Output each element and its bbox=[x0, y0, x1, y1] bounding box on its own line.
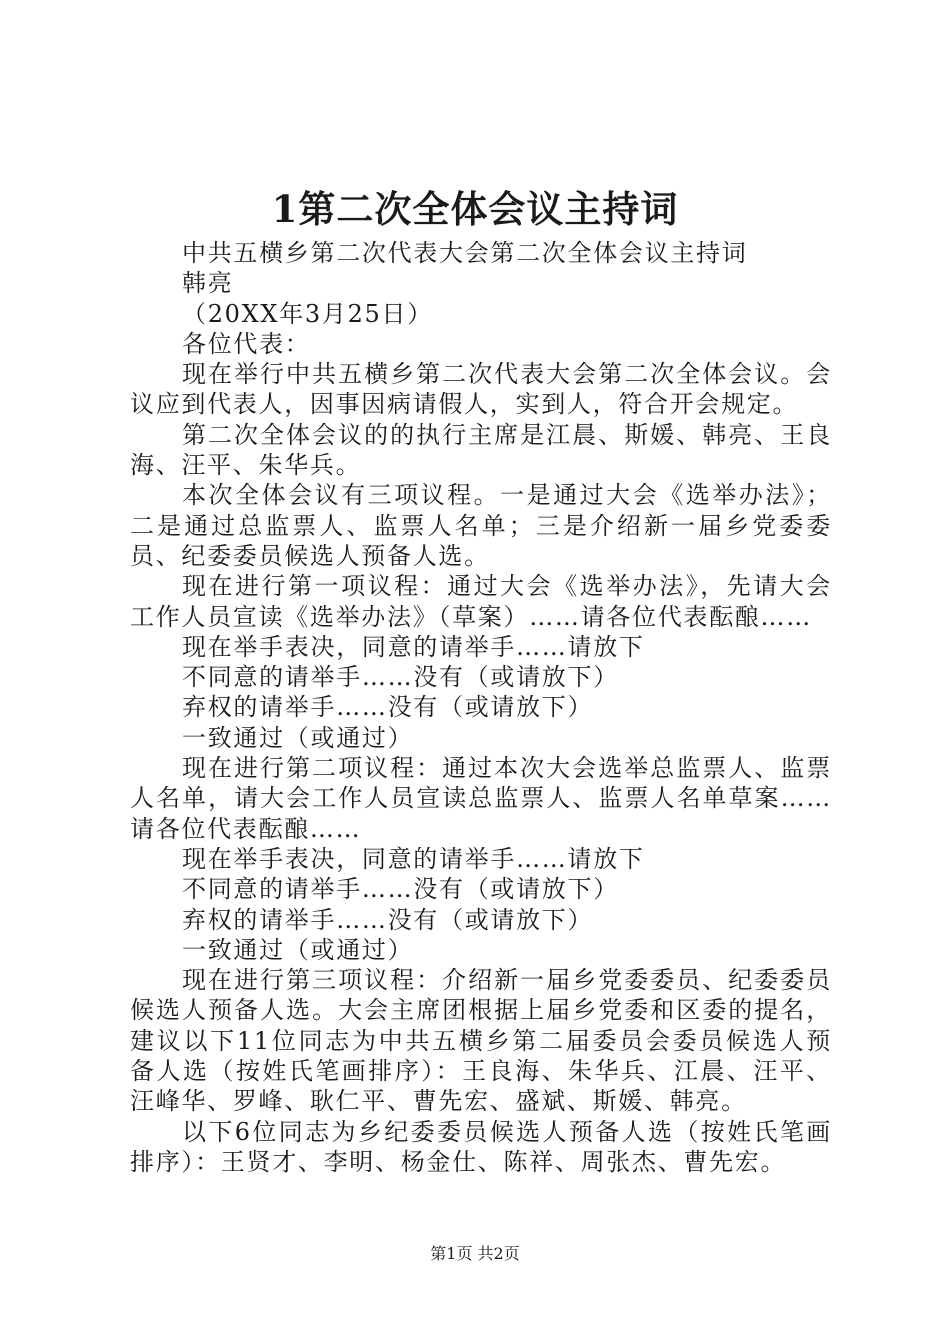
paragraph-vote-oppose: 不同意的请举手……没有（或请放下） bbox=[182, 875, 619, 904]
paragraph-author: 韩亮 bbox=[182, 269, 234, 298]
paragraph-vote-abstain: 弃权的请举手……没有（或请放下） bbox=[182, 905, 594, 934]
paragraph-agenda: 本次全体会议有三项议程。一是通过大会《选举办法》；二是通过总监票人、监票人名单；三是介绍新一届乡党委委员、纪委委员候选人预备人选。 bbox=[130, 481, 832, 570]
paragraph-vote-abstain: 弃权的请举手……没有（或请放下） bbox=[182, 693, 594, 722]
paragraph-vote-approve: 现在举手表决，同意的请举手……请放下 bbox=[182, 844, 645, 873]
paragraph-item-three: 现在进行第三项议程：介绍新一届乡党委委员、纪委委员候选人预备人选。大会主席团根据上届乡党委和区委的提名，建议以下11位同志为中共五横乡第二届委员会委员候选人预备人选（按姓氏笔画排序）：王良海、朱华兵、江晨、汪平、汪峰华、罗峰、耿仁平、曹先宏、盛斌、斯媛、韩亮。 bbox=[130, 966, 832, 1116]
paragraph-item-one: 现在进行第一项议程：通过大会《选举办法》，先请大会工作人员宣读《选举办法》（草案）……请各位代表酝酿…… bbox=[130, 572, 832, 631]
paragraph-vote-result: 一致通过（或通过） bbox=[182, 723, 414, 752]
paragraph-vote-oppose: 不同意的请举手……没有（或请放下） bbox=[182, 663, 619, 692]
paragraph-chairs: 第二次全体会议的的执行主席是江晨、斯媛、韩亮、王良海、汪平、朱华兵。 bbox=[130, 420, 832, 480]
paragraph-date: （20XX年3月25日） bbox=[182, 299, 433, 328]
paragraph-discipline-candidates: 以下6位同志为乡纪委委员候选人预备人选（按姓氏笔画排序）：王贤才、李明、杨金仕、陈祥、周张杰、曹先宏。 bbox=[130, 1117, 832, 1176]
paragraph-salutation: 各位代表： bbox=[182, 329, 311, 358]
page-footer: 第1页 共2页 bbox=[430, 1244, 520, 1263]
paragraph-subtitle: 中共五横乡第二次代表大会第二次全体会议主持词 bbox=[182, 239, 748, 267]
paragraph-vote-approve: 现在举手表决，同意的请举手……请放下 bbox=[182, 632, 645, 661]
document-body bbox=[130, 238, 832, 1177]
paragraph-item-two: 现在进行第二项议程：通过本次大会选举总监票人、监票人名单，请大会工作人员宣读总监票人、监票人名单草案……请各位代表酝酿…… bbox=[130, 754, 832, 843]
page-title: 1第二次全体会议主持词 bbox=[271, 187, 679, 231]
paragraph-vote-result: 一致通过（或通过） bbox=[182, 935, 414, 964]
paragraph-opening: 现在举行中共五横乡第二次代表大会第二次全体会议。会议应到代表人，因事因病请假人，实到人，符合开会规定。 bbox=[130, 360, 832, 419]
